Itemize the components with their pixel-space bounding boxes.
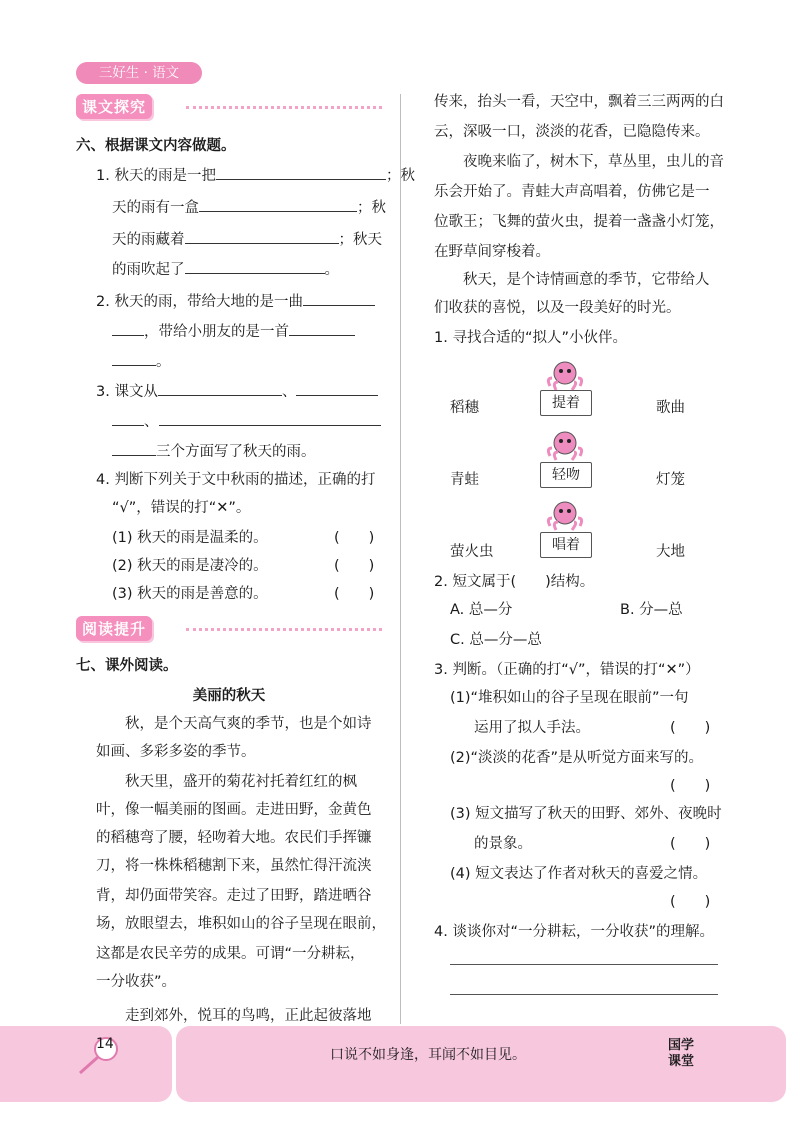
- judge-item-1b: 运用了拟人手法。: [474, 720, 590, 736]
- q6-title: 六、根据课文内容做题。: [76, 138, 236, 154]
- answer-blank[interactable]: [199, 197, 357, 212]
- answer-paren[interactable]: ( ): [670, 778, 711, 794]
- q6-1-line3: [112, 228, 382, 249]
- answer-line[interactable]: [450, 994, 718, 995]
- match-left-item[interactable]: 青蛙: [450, 472, 479, 488]
- q6-4-item1: (1) 秋天的雨是温柔的。: [112, 530, 268, 546]
- passage-line: 这都是农民辛劳的成果。可谓“一分耕耘，: [96, 946, 365, 962]
- octopus-icon: [542, 430, 588, 464]
- answer-line[interactable]: [450, 964, 718, 965]
- passage-line: 场，放眼望去，堆积如山的谷子呈现在眼前，: [96, 916, 386, 932]
- text: 三个方面写了秋天的雨。: [156, 444, 316, 460]
- answer-blank[interactable]: [216, 165, 386, 180]
- passage-line: 云，深吸一口，淡淡的花香，已隐隐传来。: [434, 124, 710, 140]
- answer-blank[interactable]: [159, 411, 381, 426]
- answer-blank[interactable]: [185, 259, 325, 274]
- judge-item-4: (4) 短文表达了作者对秋天的喜爱之情。: [450, 866, 708, 882]
- judge-item-1: (1)“堆积如山的谷子呈现在眼前”一句: [450, 690, 689, 706]
- q6-1-line1: [96, 164, 415, 185]
- passage-line: 一分收获”。: [96, 974, 177, 990]
- text: ；秋: [357, 200, 386, 216]
- text: 3. 课文从: [96, 384, 158, 400]
- passage-line: 叶，像一幅美丽的图画。走进田野，金黄色: [96, 802, 372, 818]
- passage-line: 位歌王；飞舞的萤火虫，提着一盏盏小灯笼，: [434, 214, 724, 230]
- q6-4-line1: 4. 判断下列关于文中秋雨的描述，正确的打: [96, 472, 376, 488]
- passage-line: 传来，抬头一看，天空中，飘着三三两两的白: [434, 94, 724, 110]
- q6-3-line3: [112, 440, 316, 461]
- answer-paren[interactable]: ( ): [334, 558, 375, 574]
- answer-blank[interactable]: [158, 381, 282, 396]
- q6-4-item2: (2) 秋天的雨是凄冷的。: [112, 558, 268, 574]
- passage-line: 夜晚来临了，树木下，草丛里，虫儿的音: [434, 154, 724, 170]
- judge-item-2: (2)“淡淡的花香”是从听觉方面来写的。: [450, 750, 704, 766]
- text: 、: [144, 414, 159, 430]
- answer-paren[interactable]: ( ): [670, 894, 711, 910]
- match-left-item[interactable]: 萤火虫: [450, 544, 494, 560]
- q6-4-line2: “√”，错误的打“✕”。: [112, 500, 251, 516]
- passage-line: 刀，将一株株稻穗割下来，虽然忙得汗流浃: [96, 858, 372, 874]
- text: 2. 秋天的雨，带给大地的是一曲: [96, 294, 303, 310]
- q6-3-line2: [112, 410, 381, 431]
- match-right-item[interactable]: 歌曲: [656, 400, 685, 416]
- q6-1-line2: [112, 196, 386, 217]
- q6-2-line2: [112, 320, 355, 341]
- text: 、: [281, 384, 297, 400]
- passage-line: 如画、多彩多姿的季节。: [96, 744, 256, 760]
- passage-line: 的稻穗弯了腰，轻吻着大地。农民们手挥镰: [96, 830, 372, 846]
- passage-line: 们收获的喜悦，以及一段美好的时光。: [434, 300, 681, 316]
- footer-right-panel: [176, 1026, 786, 1102]
- answer-blank[interactable]: [303, 291, 375, 306]
- octopus-icon: [542, 500, 588, 534]
- q6-1-line4: [112, 258, 339, 279]
- passage-line: 秋天里，盛开的菊花衬托着红红的枫: [96, 774, 357, 790]
- text: ，带给小朋友的是一首: [144, 324, 289, 340]
- column-divider: [400, 94, 401, 1024]
- text: ；秋: [385, 168, 415, 184]
- footer-brand-1: 国学: [668, 1038, 695, 1053]
- footer-brand-2: 课堂: [668, 1054, 695, 1069]
- answer-blank[interactable]: [112, 441, 156, 456]
- text: 天的雨有一盒: [112, 200, 199, 216]
- judge-item-3: (3) 短文描写了秋天的田野、郊外、夜晚时: [450, 806, 722, 822]
- section-badge-reading: 阅读提升: [76, 616, 152, 641]
- passage-line: 在野草间穿梭着。: [434, 244, 550, 260]
- passage-line: 秋，是个天高气爽的季节，也是个如诗: [96, 716, 372, 732]
- section-badge-explore: 课文探究: [76, 94, 152, 119]
- header-badge: 三好生 · 语文: [76, 62, 202, 84]
- answer-blank[interactable]: [296, 381, 378, 396]
- answer-paren[interactable]: ( ): [334, 530, 375, 546]
- text: ；秋天: [338, 232, 382, 248]
- option-c[interactable]: C. 总—分—总: [450, 632, 542, 648]
- answer-blank[interactable]: [112, 351, 156, 366]
- q7-title: 七、课外阅读。: [76, 658, 178, 674]
- word-box-qingwen: 轻吻: [540, 462, 592, 488]
- passage-line: 背，却仍面带笑容。走过了田野，踏进晒谷: [96, 888, 372, 904]
- q7-4-title: 4. 谈谈你对“一分耕耘，一分收获”的理解。: [434, 924, 714, 940]
- octopus-icon: [542, 360, 588, 394]
- q7-1-title: 1. 寻找合适的“拟人”小伙伴。: [434, 330, 627, 346]
- page-number: 14: [96, 1036, 114, 1052]
- word-box-changzhe: 唱着: [540, 532, 592, 558]
- judge-item-3b: 的景象。: [474, 836, 532, 852]
- answer-paren[interactable]: ( ): [334, 586, 375, 602]
- text: 1. 秋天的雨是一把: [96, 168, 216, 184]
- dotted-rule: [186, 628, 382, 631]
- q6-2-line1: [96, 290, 375, 311]
- option-b[interactable]: B. 分—总: [620, 602, 683, 618]
- q6-4-item3: (3) 秋天的雨是善意的。: [112, 586, 268, 602]
- passage-line: 秋天，是个诗情画意的季节，它带给人: [434, 272, 710, 288]
- q6-2-line3: [112, 350, 171, 371]
- answer-paren[interactable]: ( ): [670, 720, 711, 736]
- passage-line: 走到郊外，悦耳的鸟鸣，正此起彼落地: [96, 1008, 372, 1024]
- answer-paren[interactable]: ( ): [670, 836, 711, 852]
- match-right-item[interactable]: 灯笼: [656, 472, 685, 488]
- match-right-item[interactable]: 大地: [656, 544, 685, 560]
- passage-title: 美丽的秋天: [192, 688, 266, 704]
- text: 天的雨藏着: [112, 232, 185, 248]
- q6-3-line1: [96, 380, 378, 401]
- text: 。: [156, 354, 171, 370]
- passage-line: 乐会开始了。青蛙大声高唱着，仿佛它是一: [434, 184, 710, 200]
- dotted-rule: [186, 106, 382, 109]
- answer-blank[interactable]: [112, 321, 144, 336]
- footer-quote: 口说不如身逢，耳闻不如目见。: [330, 1047, 526, 1063]
- q7-2-title: 2. 短文属于( )结构。: [434, 574, 595, 590]
- answer-blank[interactable]: [185, 229, 339, 244]
- answer-blank[interactable]: [112, 411, 144, 426]
- word-box-tizhe: 提着: [540, 390, 592, 416]
- q7-3-title: 3. 判断。（正确的打“√”，错误的打“✕”）: [434, 662, 700, 678]
- text: 。: [324, 262, 339, 278]
- text: 的雨吹起了: [112, 262, 185, 278]
- match-left-item[interactable]: 稻穗: [450, 400, 479, 416]
- answer-blank[interactable]: [289, 321, 355, 336]
- option-a[interactable]: A. 总—分: [450, 602, 513, 618]
